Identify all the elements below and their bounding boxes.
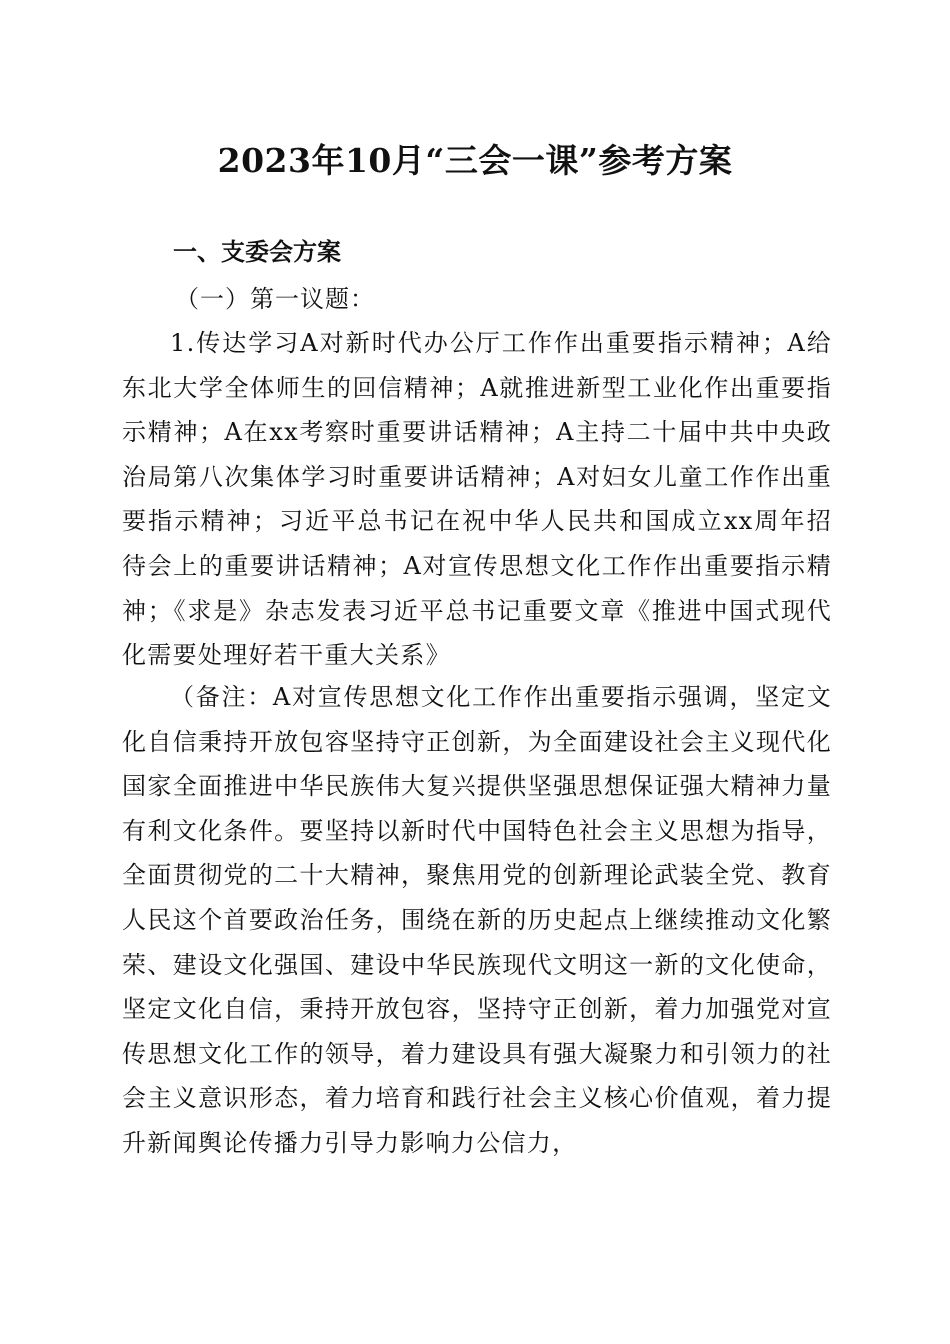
- section-heading: 一、支委会方案: [173, 238, 341, 266]
- body-paragraph: 1.传达学习A对新时代办公厅工作作出重要指示精神；A给东北大学全体师生的回信精神；A就推进新型工业化作出重要指示精神；A在xx考察时重要讲话精神；A主持二十届中共中央政治局第八次集体学习时重要讲话精神；A对妇女儿童工作作出重要指示精神；习近平总书记在祝中华人民共和国成立xx周年招待会上的重要讲话精神；A对宣传思想文化工作作出重要指示精神；《求是》杂志发表习近平总书记重要文章《推进中国式现代化需要处理好若干重大关系》: [122, 329, 832, 670]
- body-paragraph: （备注：A对宣传思想文化工作作出重要指示强调，坚定文化自信秉持开放包容坚持守正创新，为全面建设社会主义现代化国家全面推进中华民族伟大复兴提供坚强思想保证强大精神力量有利文化条件。要坚持以新时代中国特色社会主义思想为指导，全面贯彻党的二十大精神，聚焦用党的创新理论武装全党、教育人民这个首要政治任务，围绕在新的历史起点上继续推动文化繁荣、建设文化强国、建设中华民族现代文明这一新的文化使命，坚定文化自信，秉持开放包容，坚持守正创新，着力加强党对宣传思想文化工作的领导，着力建设具有强大凝聚力和引领力的社会主义意识形态，着力培育和践行社会主义核心价值观，着力提升新闻舆论传播力引导力影响力公信力，: [122, 683, 832, 1157]
- sub-heading: （一）第一议题：: [175, 285, 375, 313]
- document-title: 2023年10月“三会一课”参考方案: [217, 141, 733, 180]
